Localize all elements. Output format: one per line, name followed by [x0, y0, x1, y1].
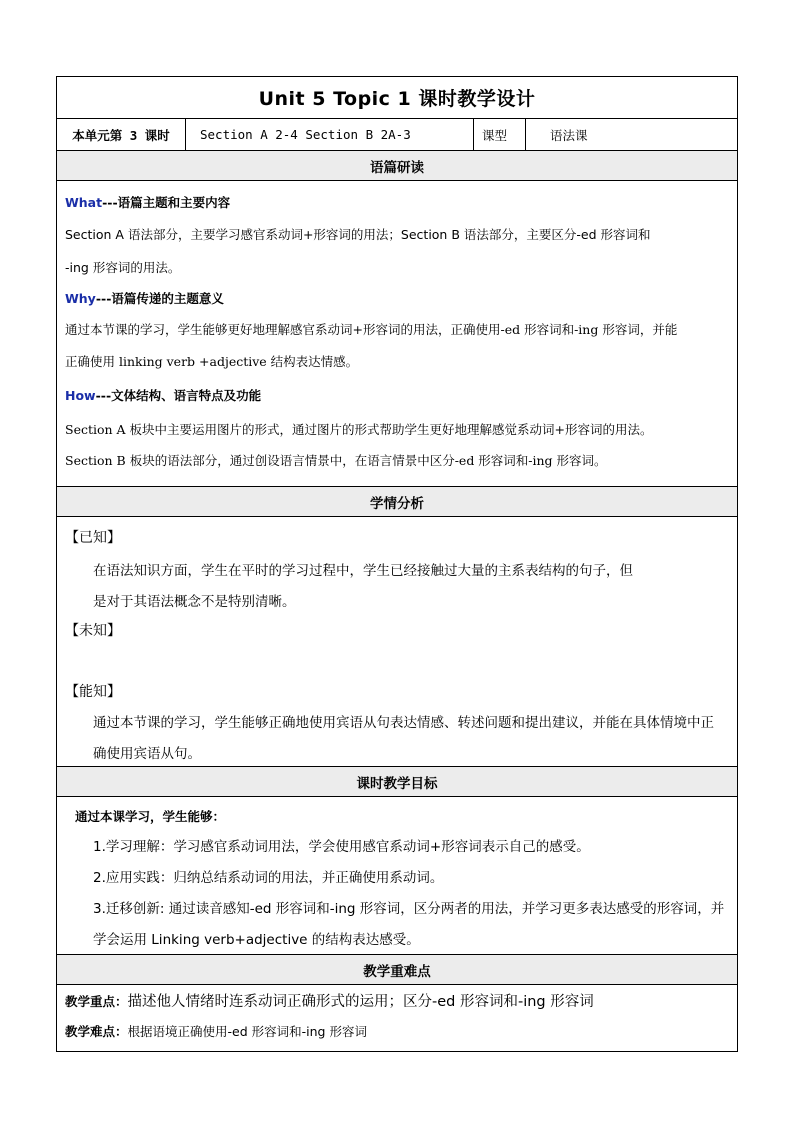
difficult-point — [65, 1017, 729, 1047]
unknown-blank — [65, 647, 729, 677]
what-title: ---语篇主题和主要内容 — [102, 195, 231, 210]
difficult-point-text: 根据语境正确使用-ed 形容词和-ing 形容词 — [127, 1024, 367, 1039]
focus-section — [57, 985, 737, 1051]
able-label: 【能知】 — [65, 684, 121, 700]
key-point-label: 教学重点： — [65, 994, 128, 1009]
analysis-section — [57, 517, 737, 767]
able-text-1: 通过本节课的学习，学生能够正确地使用宾语从句表达情感、转述问题和提出建议，并能在具体情境中正 — [93, 715, 714, 731]
objective-3b: 学会运用 Linking verb+adjective 的结构表达感受。 — [93, 932, 420, 948]
section-heading-focus: 教学重难点 — [57, 955, 737, 985]
what-heading — [65, 187, 729, 218]
unknown-label: 【未知】 — [65, 623, 121, 639]
objective-1: 1.学习理解：学习感官系动词用法，学会使用感官系动词+形容词表示自己的感受。 — [93, 839, 590, 855]
why-heading — [65, 283, 729, 314]
objectives-intro: 通过本课学习，学生能够： — [75, 809, 226, 824]
page-title: Unit 5 Topic 1 课时教学设计 — [57, 77, 737, 119]
known-text-2: 是对于其语法概念不是特别清晰。 — [93, 594, 296, 610]
how-text-1: Section A 板块中主要运用图片的形式，通过图片的形式帮助学生更好地理解感觉系动词+形容词的用法。 — [65, 422, 653, 437]
how-heading — [65, 378, 729, 414]
how-text-2: Section B 板块的语法部分，通过创设语言情景中，在语言情景中区分-ed 形容词和-ing 形容词。 — [65, 453, 607, 468]
info-row — [57, 119, 737, 151]
lesson-type-value: 语法课 — [550, 127, 588, 143]
known-text-1: 在语法知识方面，学生在平时的学习过程中，学生已经接触过大量的主系表结构的句子，但 — [93, 563, 633, 579]
lesson-plan-table — [56, 76, 738, 1052]
why-text-1: 通过本节课的学习，学生能够更好地理解感官系动词+形容词的用法，正确使用-ed 形容词和-ing 形容词，并能 — [65, 322, 678, 337]
how-key: How — [65, 388, 96, 403]
objective-2: 2.应用实践：归纳总结系动词的用法，并正确使用系动词。 — [93, 870, 444, 886]
difficult-point-label: 教学难点： — [65, 1024, 128, 1039]
reading-section — [57, 181, 737, 487]
section-heading-analysis: 学情分析 — [57, 487, 737, 517]
able-text-2: 确使用宾语从句。 — [93, 746, 201, 762]
how-title: ---文体结构、语言特点及功能 — [95, 388, 262, 403]
known-label: 【已知】 — [65, 530, 121, 546]
objectives-section — [57, 797, 737, 955]
what-text-1: Section A 语法部分，主要学习感官系动词+形容词的用法；Section B 语法部分，主要区分-ed 形容词和 — [65, 227, 651, 242]
section-heading-reading: 语篇研读 — [57, 151, 737, 181]
why-text-2: 正确使用 linking verb +adjective 结构表达情感。 — [65, 354, 359, 369]
objective-3a: 3.迁移创新: 通过读音感知-ed 形容词和-ing 形容词，区分两者的用法，并学习更多表达感受的形容词，并 — [93, 901, 725, 917]
section-heading-objectives: 课时教学目标 — [57, 767, 737, 797]
why-key: Why — [65, 291, 96, 306]
lesson-sections: Section A 2-4 Section B 2A-3 — [186, 119, 474, 150]
what-key: What — [65, 195, 103, 210]
key-point — [65, 987, 729, 1017]
why-title: ---语篇传递的主题意义 — [95, 291, 224, 306]
lesson-number: 本单元第 3 课时 — [57, 119, 186, 150]
lesson-type-label: 课型 — [474, 119, 526, 150]
what-text-2: -ing 形容词的用法。 — [65, 260, 181, 275]
key-point-text: 描述他人情绪时连系动词正确形式的运用；区分-ed 形容词和-ing 形容词 — [127, 994, 594, 1010]
